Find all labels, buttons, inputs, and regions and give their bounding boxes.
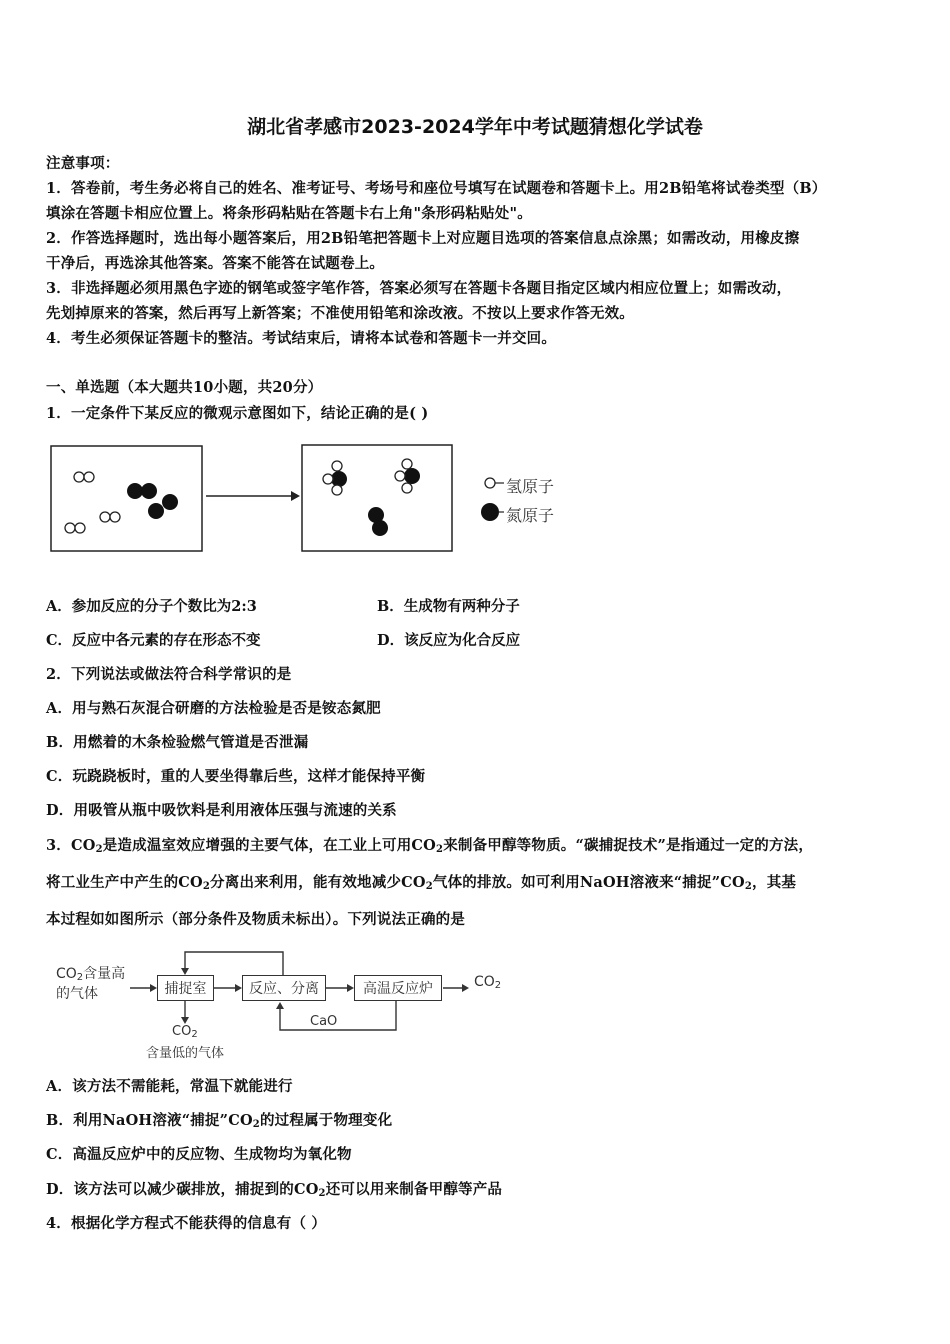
notice-line-5: 3．非选择题必须用黑色字迹的钢笔或签字笔作答，答案必须写在答题卡各题目指定区域内相应位置上；如需改动， — [46, 280, 792, 297]
reaction-diagram — [48, 440, 588, 556]
q3-stem-line-2: 将工业生产中产生的$CO_2$分离出来利用，能有效地减少$CO_2$气体的排放。如可利用NaOH溶液来“捕捉$”CO_2$，其基 — [46, 874, 797, 892]
notice-line-1: 1．答卷前，考生务必将自己的姓名、准考证号、考场号和座位号填写在试题卷和答题卡上。用2B铅笔将试卷类型（B） — [46, 180, 827, 197]
reaction-separation-box: 反应、分离 — [242, 975, 326, 1001]
q3-option-b: B．利用NaOH溶液“捕捉$”CO_2$的过程属于物理变化 — [46, 1112, 393, 1130]
low-co2-label-2: 含量低的气体 — [146, 1046, 225, 1061]
capture-chamber-box: 捕捉室 — [157, 975, 214, 1001]
legend-hydrogen-label: 氢原子 — [506, 477, 555, 496]
q2-stem: 2．下列说法或做法符合科学常识的是 — [46, 666, 292, 683]
notice-line-4: 干净后，再选涂其他答案。答案不能答在试题卷上。 — [46, 255, 385, 272]
notice-line-7: 4．考生必须保证答题卡的整洁。考试结束后，请将本试卷和答题卡一并交回。 — [46, 330, 557, 347]
page-title: 湖北省孝感市2023-2024学年中考试题猜想化学试卷 — [247, 116, 703, 138]
ammonia-molecule — [395, 459, 420, 493]
hydrogen-legend-symbol — [485, 478, 495, 488]
reactant-box — [51, 446, 202, 551]
output-co2-label: $CO_2$ — [474, 974, 502, 991]
q4-stem: 4．根据化学方程式不能获得的信息有（ ） — [46, 1215, 327, 1232]
q3-option-a: A．该方法不需能耗，常温下就能进行 — [46, 1078, 293, 1095]
hydrogen-molecule — [100, 512, 120, 522]
q1-option-b: B．生成物有两种分子 — [377, 598, 520, 615]
notice-line-6: 先划掉原来的答案，然后再写上新答案；不准使用铅笔和涂改液。不按以上要求作答无效。 — [46, 305, 634, 322]
nitrogen-legend-symbol — [481, 503, 499, 521]
co2-capture-flowchart — [40, 944, 520, 1064]
notice-line-2: 填涂在答题卡相应位置上。将条形码粘贴在答题卡右上角"条形码粘贴处"。 — [46, 205, 532, 222]
q3-option-d: D．该方法可以减少碳排放，捕捉到的$CO_2$还可以用来制备甲醇等产品 — [46, 1181, 503, 1199]
q1-option-d: D．该反应为化合反应 — [377, 632, 521, 649]
input-gas-label: $CO_2$含量高 的气体 — [56, 966, 126, 1002]
q3-option-c: C．高温反应炉中的反应物、生成物均为氧化物 — [46, 1146, 352, 1163]
q1-stem: 1．一定条件下某反应的微观示意图如下，结论正确的是( ) — [46, 405, 429, 422]
notice-line-3: 2．作答选择题时，选出每小题答案后，用2B铅笔把答题卡上对应题目选项的答案信息点涂黑；如需改动，用橡皮擦 — [46, 230, 800, 247]
q2-option-a: A．用与熟石灰混合研磨的方法检验是否是铵态氮肥 — [46, 700, 381, 717]
low-co2-label-1: $CO_2$ — [172, 1024, 198, 1040]
q3-stem-line-3: 本过程如如图所示（部分条件及物质未标出）。下列说法正确的是 — [46, 911, 466, 928]
nitrogen-molecule — [368, 507, 388, 536]
high-temp-furnace-box: 高温反应炉 — [354, 975, 442, 1001]
q2-option-b: B．用燃着的木条检验燃气管道是否泄漏 — [46, 734, 309, 751]
q2-option-c: C．玩跷跷板时，重的人要坐得靠后些，这样才能保持平衡 — [46, 768, 426, 785]
ammonia-molecule — [323, 461, 347, 495]
q1-option-c: C．反应中各元素的存在形态不变 — [46, 632, 261, 649]
q1-option-a: A．参加反应的分子个数比为2:3 — [46, 598, 257, 615]
section-heading: 一、单选题（本大题共10小题，共20分） — [46, 379, 323, 396]
hydrogen-molecule — [65, 523, 85, 533]
legend-nitrogen-label: 氮原子 — [506, 506, 555, 525]
hydrogen-molecule — [74, 472, 94, 482]
q2-option-d: D．用吸管从瓶中吸饮料是利用液体压强与流速的关系 — [46, 802, 397, 819]
notice-heading: 注意事项： — [46, 155, 120, 172]
q3-stem-line-1: 3．$CO_2$是造成温室效应增强的主要气体，在工业上可用$CO_2$来制备甲醇等物质。“碳捕捉技术”是指通过一定的方法， — [46, 837, 814, 855]
cao-label: CaO — [310, 1014, 338, 1029]
nitrogen-molecule — [127, 483, 157, 499]
